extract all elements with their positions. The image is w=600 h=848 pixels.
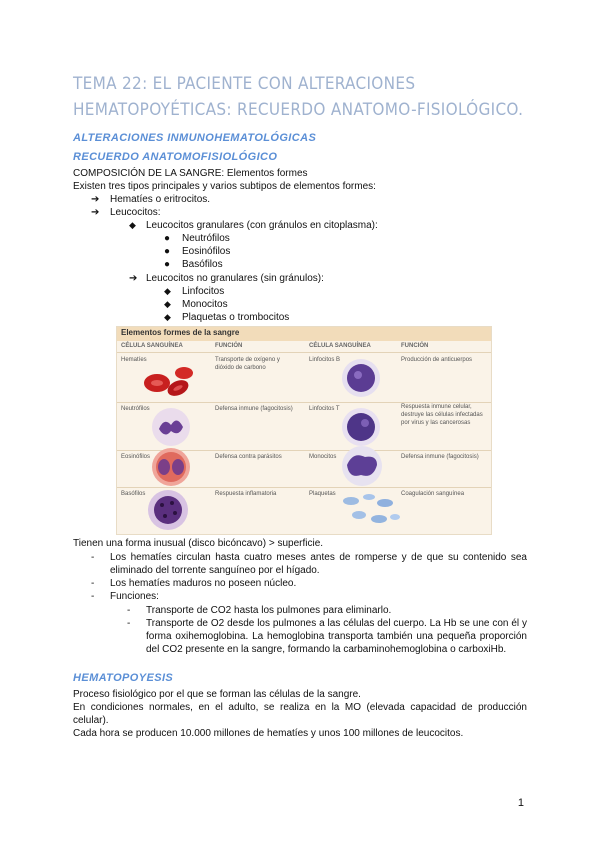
dot-bullet-icon: ● bbox=[164, 233, 171, 244]
diamond-bullet-icon: ◆ bbox=[164, 286, 171, 296]
list-item: Monocitos bbox=[182, 299, 228, 310]
table-header: FUNCIÓN bbox=[401, 343, 429, 349]
eosinophil-image bbox=[149, 445, 193, 489]
platelets-image bbox=[339, 489, 403, 529]
dash-bullet: - bbox=[91, 591, 95, 602]
composition-heading: COMPOSICIÓN DE LA SANGRE: Elementos formes bbox=[73, 168, 308, 179]
table-cell: Linfocitos B bbox=[309, 357, 341, 363]
table-cell: Neutrófilos bbox=[121, 406, 150, 412]
table-cell: Defensa contra parásitos bbox=[215, 454, 282, 460]
diamond-bullet-icon: ◆ bbox=[129, 220, 136, 230]
b-lymphocyte-image bbox=[339, 356, 383, 400]
list-item: Leucocitos no granulares (sin gránulos): bbox=[146, 273, 324, 284]
monocyte-image bbox=[339, 443, 385, 489]
table-cell: Respuesta inmune celular, destruye las células infectadas por virus y las cancerosas bbox=[401, 404, 483, 426]
arrow-bullet-icon: ➔ bbox=[129, 273, 138, 284]
table-cell: Respuesta inflamatoria bbox=[215, 491, 277, 497]
table-cell: Eosinófilos bbox=[121, 454, 151, 460]
dash-bullet: - bbox=[91, 552, 95, 563]
table-header: CÉLULA SANGUÍNEA bbox=[309, 343, 371, 349]
list-item: Eosinófilos bbox=[182, 246, 231, 257]
dot-bullet-icon: ● bbox=[164, 246, 171, 257]
list-item: Hematíes o eritrocitos. bbox=[110, 194, 211, 205]
table-cell: Plaquetas bbox=[309, 491, 336, 497]
section-heading-inmunohemato: ALTERACIONES INMUNOHEMATOLÓGICAS bbox=[73, 132, 317, 144]
paragraph: Proceso fisiológico por el que se forman las células de la sangre. bbox=[73, 689, 361, 700]
page-title: TEMA 22: EL PACIENTE CON ALTERACIONES HEMATOPOYÉTICAS: RECUERDO ANATOMO-FISIOLÓGICO. bbox=[73, 74, 524, 120]
arrow-bullet-icon: ➔ bbox=[91, 194, 100, 205]
table-header: CÉLULA SANGUÍNEA bbox=[121, 343, 183, 349]
diamond-bullet-icon: ◆ bbox=[164, 299, 171, 309]
table-title-bar bbox=[117, 327, 491, 341]
list-item: Transporte de O2 desde los pulmones a las células del cuerpo. La Hb se une con él y forma oxihemoglobina. La hemoglobina transporta también una pequeña proporción del CO2 presente en la sangre, formando la carbaminohemoglobina o carboxiHb. bbox=[146, 618, 527, 655]
list-item: Plaquetas o trombocitos bbox=[182, 312, 290, 323]
table-cell: Transporte de oxígeno y dióxido de carbono bbox=[215, 357, 280, 371]
list-item: Los hematíes maduros no poseen núcleo. bbox=[110, 578, 297, 589]
table-cell: Hematíes bbox=[121, 357, 147, 363]
list-item: Basófilos bbox=[182, 259, 223, 270]
basophil-image bbox=[145, 487, 191, 533]
table-header: FUNCIÓN bbox=[215, 343, 243, 349]
diamond-bullet-icon: ◆ bbox=[164, 312, 171, 322]
table-cell: Defensa inmune (fagocitosis) bbox=[401, 454, 479, 460]
section-heading-hematopoyesis: HEMATOPOYESIS bbox=[73, 672, 174, 684]
neutrophil-image bbox=[149, 405, 193, 449]
dash-bullet: - bbox=[127, 618, 131, 629]
list-item: Leucocitos: bbox=[110, 207, 161, 218]
list-item: Transporte de CO2 hasta los pulmones para eliminarlo. bbox=[146, 605, 392, 616]
list-item: Los hematíes circulan hasta cuatro meses antes de romperse y de que su contenido sea eliminado del torrente sanguíneo por el hígado. bbox=[110, 552, 527, 576]
dash-bullet: - bbox=[91, 578, 95, 589]
table-cell: Coagulación sanguínea bbox=[401, 491, 465, 497]
dot-bullet-icon: ● bbox=[164, 259, 171, 270]
paragraph: Cada hora se producen 10.000 millones de hematíes y unos 100 millones de leucocitos. bbox=[73, 728, 464, 739]
table-title: Elementos formes de la sangre bbox=[121, 328, 240, 337]
section-heading-recuerdo: RECUERDO ANATOMOFISIOLÓGICO bbox=[73, 151, 278, 163]
list-item: Funciones: bbox=[110, 591, 159, 602]
blood-elements-table bbox=[116, 326, 492, 535]
list-item: Neutrófilos bbox=[182, 233, 230, 244]
red-blood-cells-image bbox=[137, 361, 197, 401]
list-item: Linfocitos bbox=[182, 286, 225, 297]
hematies-intro: Tienen una forma inusual (disco bicóncavo) > superficie. bbox=[73, 538, 324, 549]
paragraph: En condiciones normales, en el adulto, se realiza en la MO (elevada capacidad de producción celular). bbox=[73, 702, 527, 726]
page-number: 1 bbox=[517, 797, 524, 809]
table-cell: Monocitos bbox=[309, 454, 337, 460]
composition-intro: Existen tres tipos principales y varios subtipos de elementos formes: bbox=[73, 181, 376, 192]
table-cell: Basófilos bbox=[121, 491, 146, 497]
table-cell: Linfocitos T bbox=[309, 406, 340, 412]
arrow-bullet-icon: ➔ bbox=[91, 207, 100, 218]
table-cell: Producción de anticuerpos bbox=[401, 357, 473, 363]
table-cell: Defensa inmune (fagocitosis) bbox=[215, 406, 293, 412]
dash-bullet: - bbox=[127, 605, 131, 616]
list-item: Leucocitos granulares (con gránulos en citoplasma): bbox=[146, 220, 378, 231]
